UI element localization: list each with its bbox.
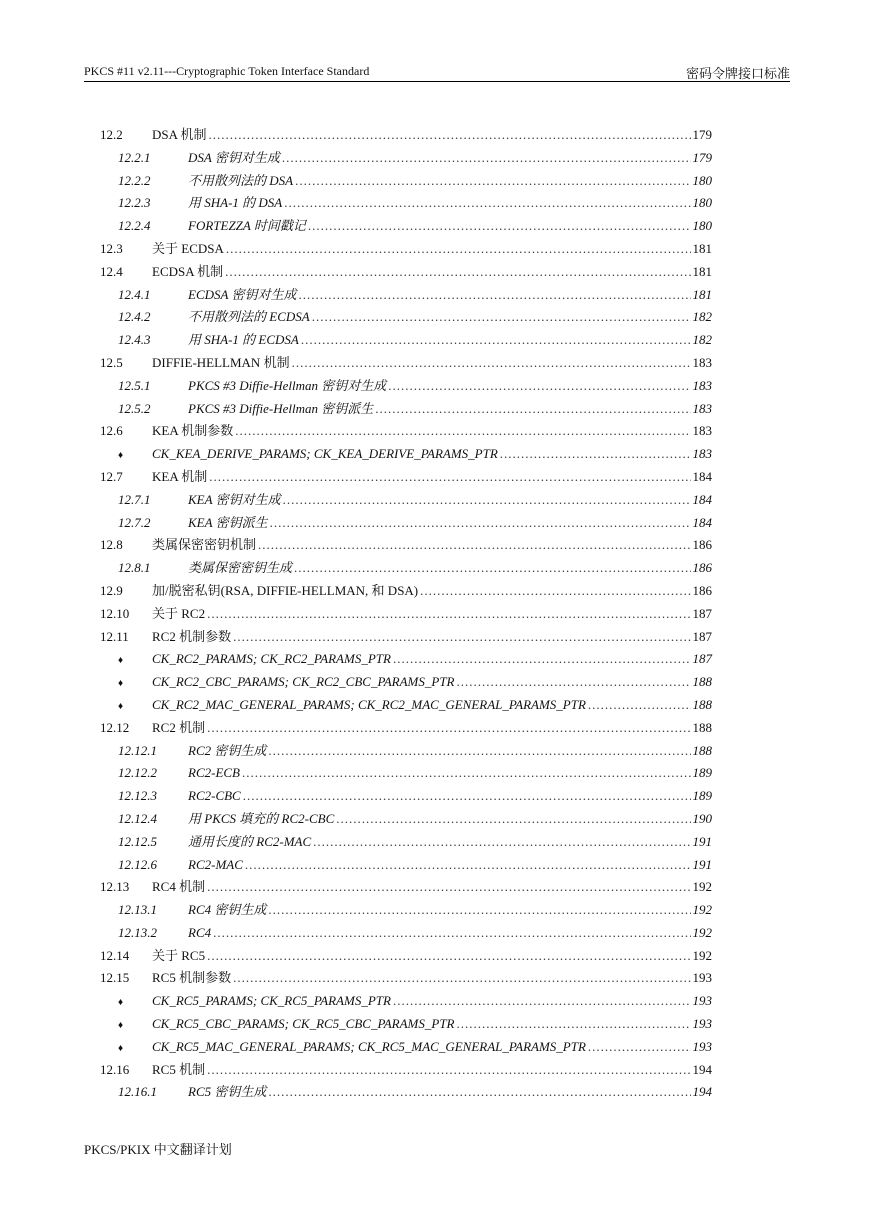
- header-chinese-title: 密码令牌接口标准: [685, 67, 790, 82]
- toc-leader-dots: [312, 306, 691, 329]
- toc-entry-page: 193: [692, 1016, 712, 1032]
- toc-entry-page: 194: [692, 1084, 712, 1100]
- toc-entry[interactable]: [100, 1081, 712, 1104]
- toc-leader-dots: [207, 1059, 690, 1082]
- toc-entry-number: 12.13.2: [118, 924, 157, 940]
- toc-entry-number: 12.4.3: [118, 332, 151, 348]
- toc-entry-number: 12.5.1: [118, 377, 151, 393]
- toc-entry-number: 12.15: [100, 970, 130, 986]
- toc-entry-page: 186: [692, 582, 712, 598]
- toc-entry-page: 192: [692, 879, 712, 895]
- toc-entry-page: 180: [692, 172, 712, 188]
- toc-entry[interactable]: [100, 967, 712, 990]
- toc-entry-page: 190: [692, 810, 712, 826]
- toc-leader-dots: [225, 261, 690, 284]
- toc-entry-title: RC4 机制: [152, 879, 206, 895]
- toc-entry-page: 188: [692, 674, 712, 690]
- toc-entry[interactable]: [100, 238, 712, 261]
- toc-entry[interactable]: [100, 580, 712, 603]
- toc-entry-page: 183: [692, 354, 712, 370]
- toc-entry[interactable]: [100, 398, 712, 421]
- toc-leader-dots: [457, 671, 691, 694]
- bullet-icon: ♦: [118, 1020, 124, 1032]
- toc-entry[interactable]: [100, 306, 712, 329]
- toc-leader-dots: [245, 854, 691, 877]
- toc-leader-dots: [308, 215, 691, 238]
- toc-entry-page: 181: [692, 240, 712, 256]
- toc-entry[interactable]: [100, 466, 712, 489]
- toc-leader-dots: [588, 1036, 691, 1059]
- toc-entry-title: RC4: [188, 924, 212, 940]
- toc-entry-page: 193: [692, 970, 712, 986]
- toc-entry-title: RC2 机制参数: [152, 628, 232, 644]
- toc-entry-number: 12.5.2: [118, 400, 151, 416]
- toc-entry-title: RC2-CBC: [188, 788, 241, 804]
- toc-entry-page: 179: [692, 127, 712, 142]
- toc-entry-title: 用 SHA-1 的 ECDSA: [188, 332, 299, 348]
- toc-entry[interactable]: [100, 785, 712, 808]
- toc-entry-page: 183: [692, 377, 712, 393]
- toc-leader-dots: [268, 1081, 690, 1104]
- toc-entry-title: PKCS #3 Diffie-Hellman 密钥派生: [188, 400, 374, 416]
- toc-leader-dots: [268, 740, 690, 763]
- toc-entry[interactable]: [100, 990, 712, 1013]
- toc-entry-title: ECDSA 密钥对生成: [188, 286, 297, 302]
- toc-entry-page: 189: [692, 765, 712, 781]
- toc-entry-page: 179: [692, 149, 712, 165]
- toc-entry-page: 180: [692, 218, 712, 234]
- toc-leader-dots: [500, 443, 691, 466]
- toc-entry-title: RC5 密钥生成: [188, 1084, 267, 1100]
- toc-entry-number: 12.7: [100, 468, 123, 484]
- toc-entry-title: 类属保密密钥机制: [152, 537, 257, 553]
- toc-entry[interactable]: [100, 831, 712, 854]
- toc-entry-number: 12.8: [100, 537, 123, 553]
- toc-leader-dots: [301, 329, 691, 352]
- toc-entry-number: 12.10: [100, 605, 130, 621]
- toc-leader-dots: [207, 876, 690, 899]
- toc-leader-dots: [388, 375, 690, 398]
- toc-entry-page: 194: [692, 1061, 712, 1077]
- toc-entry[interactable]: [100, 170, 712, 193]
- toc-entry-number: 12.2: [100, 127, 123, 142]
- toc-entry-title: CK_RC2_CBC_PARAMS; CK_RC2_CBC_PARAMS_PTR: [152, 674, 455, 690]
- toc-leader-dots: [233, 626, 690, 649]
- toc-entry-page: 192: [692, 924, 712, 940]
- toc-entry[interactable]: [100, 420, 712, 443]
- toc-leader-dots: [207, 945, 690, 968]
- toc-entry-title: KEA 机制参数: [152, 423, 234, 439]
- page-header: [84, 63, 790, 82]
- toc-entry[interactable]: [100, 215, 712, 238]
- toc-entry[interactable]: [100, 443, 712, 466]
- toc-entry-number: 12.12.2: [118, 765, 157, 781]
- toc-entry-title: 不用散列法的 DSA: [188, 172, 294, 188]
- toc-entry-title: RC2 密钥生成: [188, 742, 267, 758]
- toc-entry-title: KEA 机制: [152, 468, 208, 484]
- bullet-icon: ♦: [118, 678, 124, 690]
- toc-leader-dots: [375, 398, 690, 421]
- toc-entry-title: CK_RC5_PARAMS; CK_RC5_PARAMS_PTR: [152, 993, 391, 1009]
- toc-entry-page: 183: [692, 446, 712, 462]
- bullet-icon: ♦: [118, 1042, 124, 1054]
- toc-entry-title: CK_RC5_CBC_PARAMS; CK_RC5_CBC_PARAMS_PTR: [152, 1016, 455, 1032]
- toc-entry-page: 191: [692, 856, 712, 872]
- toc-entry[interactable]: [100, 717, 712, 740]
- toc-entry-number: 12.4.2: [118, 309, 151, 325]
- toc-entry-title: DSA 机制: [152, 127, 207, 142]
- toc-entry[interactable]: [100, 557, 712, 580]
- toc-entry-title: KEA 密钥派生: [188, 514, 268, 530]
- toc-leader-dots: [226, 238, 691, 261]
- toc-entry-page: 180: [692, 195, 712, 211]
- toc-leader-dots: [233, 967, 690, 990]
- toc-entry-page: 188: [692, 696, 712, 712]
- toc-entry-number: 12.13: [100, 879, 130, 895]
- toc-entry-title: DIFFIE-HELLMAN 机制: [152, 354, 290, 370]
- toc-entry[interactable]: [100, 512, 712, 535]
- toc-entry[interactable]: [100, 489, 712, 512]
- toc-entry-title: 关于 RC5: [152, 947, 206, 963]
- toc-leader-dots: [588, 694, 691, 717]
- toc-entry[interactable]: [100, 945, 712, 968]
- toc-entry[interactable]: [100, 329, 712, 352]
- toc-leader-dots: [292, 352, 691, 375]
- toc-entry-title: 加/脱密私钥(RSA, DIFFIE-HELLMAN, 和 DSA): [152, 582, 419, 598]
- toc-entry-title: KEA 密钥对生成: [188, 491, 281, 507]
- toc-entry-title: 不用散列法的 ECDSA: [188, 309, 310, 325]
- toc-entry-page: 191: [692, 833, 712, 849]
- toc-entry-page: 188: [692, 719, 712, 735]
- toc-entry-title: 用 SHA-1 的 DSA: [188, 195, 283, 211]
- toc-entry[interactable]: [100, 375, 712, 398]
- toc-entry-page: 193: [692, 1038, 712, 1054]
- toc-entry-page: 181: [692, 263, 712, 279]
- bullet-icon: ♦: [118, 700, 124, 712]
- toc-leader-dots: [295, 170, 690, 193]
- toc-entry[interactable]: [100, 626, 712, 649]
- toc-entry-number: 12.12.1: [118, 742, 157, 758]
- toc-entry[interactable]: [100, 671, 712, 694]
- toc-entry[interactable]: [100, 261, 712, 284]
- toc-entry-number: 12.11: [100, 628, 129, 644]
- toc-entry-page: 188: [692, 742, 712, 758]
- toc-entry-page: 192: [692, 947, 712, 963]
- toc-entry-number: 12.2.2: [118, 172, 151, 188]
- toc-entry-number: 12.5: [100, 354, 123, 370]
- toc-entry-number: 12.16: [100, 1061, 130, 1077]
- toc-leader-dots: [298, 284, 690, 307]
- toc-leader-dots: [268, 899, 690, 922]
- toc-entry[interactable]: [100, 124, 712, 147]
- toc-entry-title: CK_RC2_MAC_GENERAL_PARAMS; CK_RC2_MAC_GENERAL_PARAMS_PTR: [152, 696, 586, 712]
- bullet-icon: ♦: [118, 655, 124, 667]
- toc-entry-page: 187: [692, 605, 712, 621]
- toc-entry-number: 12.13.1: [118, 902, 157, 918]
- toc-leader-dots: [209, 466, 690, 489]
- toc-entry-title: CK_KEA_DERIVE_PARAMS; CK_KEA_DERIVE_PARAMS_PTR: [152, 446, 498, 462]
- toc-leader-dots: [207, 603, 690, 626]
- toc-leader-dots: [336, 808, 690, 831]
- toc-leader-dots: [209, 124, 691, 147]
- toc-entry-page: 184: [692, 468, 712, 484]
- toc-entry-page: 186: [692, 560, 712, 576]
- toc-entry[interactable]: [100, 648, 712, 671]
- toc-entry-number: 12.3: [100, 240, 123, 256]
- toc-entry[interactable]: [100, 603, 712, 626]
- toc-entry-number: 12.14: [100, 947, 130, 963]
- toc-entry-number: 12.12.5: [118, 833, 157, 849]
- toc-entry-number: 12.12: [100, 719, 130, 735]
- toc-leader-dots: [393, 990, 691, 1013]
- bullet-icon: ♦: [118, 450, 124, 462]
- toc-entry-title: 关于 RC2: [152, 605, 206, 621]
- toc-leader-dots: [243, 785, 691, 808]
- toc-entry[interactable]: [100, 876, 712, 899]
- toc-entry-page: 186: [692, 537, 712, 553]
- table-of-contents: [100, 124, 712, 1104]
- toc-leader-dots: [313, 831, 690, 854]
- toc-entry[interactable]: [100, 534, 712, 557]
- toc-entry[interactable]: [100, 740, 712, 763]
- toc-entry-page: 181: [692, 286, 712, 302]
- header-document-title: PKCS #11 v2.11---Cryptographic Token Interface Standard: [84, 64, 370, 78]
- toc-entry[interactable]: [100, 284, 712, 307]
- toc-leader-dots: [283, 489, 691, 512]
- toc-entry[interactable]: [100, 1036, 712, 1059]
- toc-entry[interactable]: [100, 694, 712, 717]
- toc-entry-page: 182: [692, 309, 712, 325]
- toc-leader-dots: [207, 717, 690, 740]
- toc-leader-dots: [270, 512, 691, 535]
- toc-entry-title: 通用长度的 RC2-MAC: [188, 833, 312, 849]
- toc-entry-page: 182: [692, 332, 712, 348]
- page-footer: PKCS/PKIX 中文翻译计划: [84, 1142, 232, 1157]
- toc-leader-dots: [242, 762, 691, 785]
- toc-entry-number: 12.2.1: [118, 149, 151, 165]
- toc-entry-title: 关于 ECDSA: [152, 240, 224, 256]
- toc-entry-title: RC4 密钥生成: [188, 902, 267, 918]
- toc-entry-title: PKCS #3 Diffie-Hellman 密钥对生成: [188, 377, 387, 393]
- toc-entry-number: 12.2.4: [118, 218, 151, 234]
- toc-entry-title: RC2-MAC: [188, 856, 243, 872]
- toc-entry-title: RC5 机制: [152, 1061, 206, 1077]
- toc-entry-title: 类属保密密钥生成: [188, 560, 293, 576]
- toc-entry-number: 12.9: [100, 582, 123, 598]
- toc-entry-title: CK_RC2_PARAMS; CK_RC2_PARAMS_PTR: [152, 651, 391, 667]
- toc-entry[interactable]: [100, 147, 712, 170]
- toc-entry-title: RC2 机制: [152, 719, 206, 735]
- toc-leader-dots: [213, 922, 690, 945]
- toc-leader-dots: [294, 557, 690, 580]
- toc-entry-title: CK_RC5_MAC_GENERAL_PARAMS; CK_RC5_MAC_GENERAL_PARAMS_PTR: [152, 1038, 586, 1054]
- toc-leader-dots: [420, 580, 690, 603]
- toc-entry-number: 12.7.1: [118, 491, 151, 507]
- toc-leader-dots: [284, 192, 690, 215]
- toc-entry-title: FORTEZZA 时间戳记: [188, 218, 306, 234]
- toc-entry-number: 12.12.6: [118, 856, 157, 872]
- toc-entry-page: 187: [692, 651, 712, 667]
- toc-entry-number: 12.6: [100, 423, 123, 439]
- toc-entry-page: 183: [692, 423, 712, 439]
- toc-entry[interactable]: [100, 352, 712, 375]
- toc-entry-page: 189: [692, 788, 712, 804]
- toc-entry-number: 12.12.3: [118, 788, 157, 804]
- toc-leader-dots: [457, 1013, 691, 1036]
- toc-entry[interactable]: [100, 1059, 712, 1082]
- toc-entry-page: 192: [692, 902, 712, 918]
- bullet-icon: ♦: [118, 997, 124, 1009]
- toc-entry-title: RC2-ECB: [188, 765, 240, 781]
- toc-entry[interactable]: [100, 899, 712, 922]
- toc-entry-title: 用 PKCS 填充的 RC2-CBC: [188, 810, 335, 826]
- toc-entry-number: 12.7.2: [118, 514, 151, 530]
- toc-leader-dots: [258, 534, 690, 557]
- toc-entry[interactable]: [100, 922, 712, 945]
- toc-entry-number: 12.4: [100, 263, 123, 279]
- toc-leader-dots: [393, 648, 691, 671]
- toc-entry-page: 184: [692, 491, 712, 507]
- toc-entry[interactable]: [100, 854, 712, 877]
- toc-entry-title: RC5 机制参数: [152, 970, 232, 986]
- toc-entry-title: ECDSA 机制: [152, 263, 224, 279]
- toc-entry-number: 12.12.4: [118, 810, 157, 826]
- toc-entry[interactable]: [100, 762, 712, 785]
- toc-entry-number: 12.2.3: [118, 195, 151, 211]
- toc-entry[interactable]: [100, 1013, 712, 1036]
- toc-entry-page: 183: [692, 400, 712, 416]
- toc-entry-number: 12.4.1: [118, 286, 151, 302]
- toc-leader-dots: [282, 147, 691, 170]
- toc-entry[interactable]: [100, 808, 712, 831]
- toc-entry-title: DSA 密钥对生成: [188, 149, 280, 165]
- toc-entry-page: 187: [692, 628, 712, 644]
- toc-entry[interactable]: [100, 192, 712, 215]
- toc-entry-page: 193: [692, 993, 712, 1009]
- toc-entry-number: 12.16.1: [118, 1084, 157, 1100]
- toc-entry-page: 184: [692, 514, 712, 530]
- toc-entry-number: 12.8.1: [118, 560, 151, 576]
- toc-leader-dots: [235, 420, 690, 443]
